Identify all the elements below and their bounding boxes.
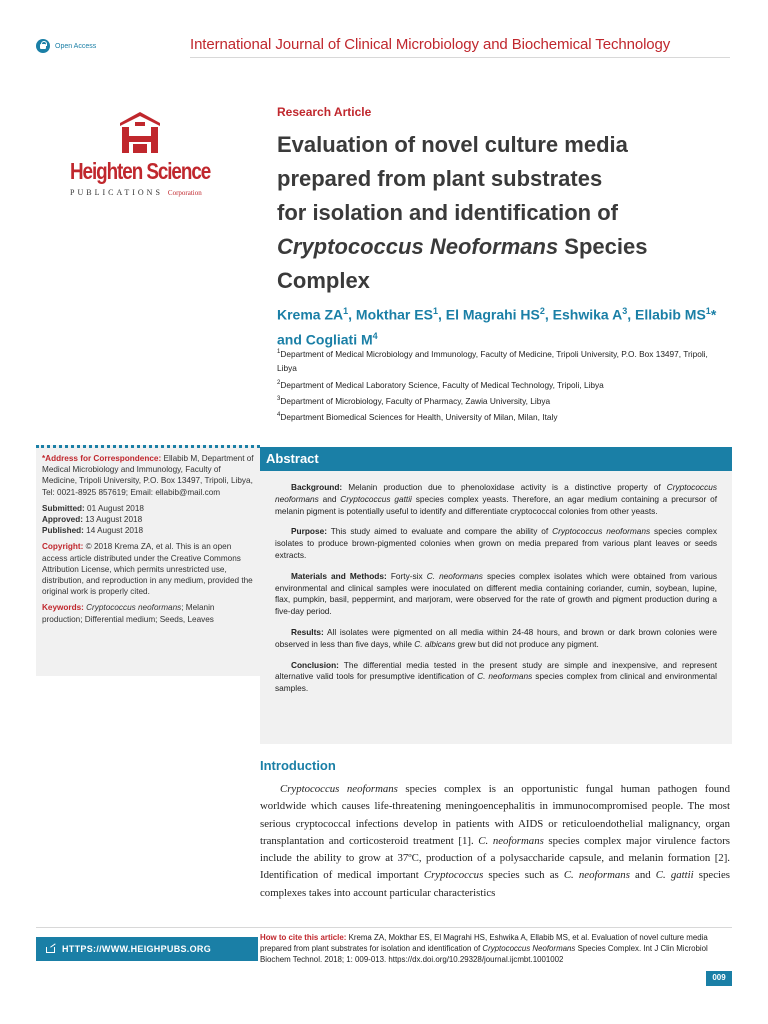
keywords-label: Keywords: — [42, 603, 84, 613]
intro-text-2: species complex major virulence factors include the ability to grow at 37ºC, production of a polysaccharide capsule, and melanin formation [2]. Identification of medical important — [260, 834, 731, 882]
article-type: Research Article — [277, 105, 372, 119]
journal-title: International Journal of Clinical Microbiology and Biochemical Technology — [190, 36, 671, 53]
author-6: * and Cogliati M — [277, 306, 717, 348]
affiliation-2 — [277, 376, 717, 392]
author-3-sup: 2 — [539, 306, 545, 316]
published-label: Published: — [42, 526, 84, 536]
keywords — [42, 602, 254, 624]
keywords-rest: ; Melanin production; Differential medium; Seeds, Leaves — [42, 603, 215, 624]
approved-label: Approved: — [42, 515, 83, 525]
author-1: Krema ZA — [277, 306, 344, 323]
affiliation-text: Department of Medical Laboratory Science, Faculty of Medical Technology, Tripoli, Libya — [280, 379, 604, 390]
author-3: , El Magrahi HS — [437, 306, 540, 323]
author-2-sup: 1 — [432, 306, 438, 316]
publisher-name: Heighten Science — [70, 158, 211, 184]
affiliation-text: Department of Microbiology, Faculty of Pharmacy, Zawia University, Libya — [280, 395, 551, 406]
introduction-heading: Introduction — [260, 758, 336, 773]
intro-text-5: species complexes takes into account particular characteristics — [260, 869, 730, 899]
affiliation-sup: 3 — [277, 395, 281, 402]
background-label: Background: — [291, 482, 343, 492]
citation-text-1: Krema ZA, Mokthar ES, El Magrahi HS, Eshwika A, Ellabib MS, et al. Evaluation of novel culture media prepared from plant substrates for isolation and identification of — [260, 933, 708, 954]
purpose-label: Purpose: — [291, 526, 327, 537]
title-line-3: for isolation and identification of — [277, 200, 618, 225]
results-text-1: All isolates were pigmented on all media within 24-48 hours, and brown or dark brown colonies were observed in less than five days, while — [275, 626, 717, 649]
abstract-conclusion — [275, 660, 717, 695]
page-number-underline — [706, 985, 732, 986]
affiliation-sup: 2 — [277, 379, 281, 386]
methods-text-2: species complex isolates which were obtained from various environmental and clinical samples were inoculated on different media containing coriander, cumin, soybean, lupine, flax, pumpkin, basil, peppermint, and marjoram, were observed for the rate of growth and pigment production during a five-day period. — [275, 570, 717, 617]
abstract-methods — [275, 571, 717, 618]
title-line-4 — [277, 230, 717, 264]
affiliation-4 — [277, 408, 717, 424]
header-divider — [190, 57, 730, 58]
correspondence-text: Ellabib M, Department of Medical Microbiology and Immunology, Faculty of Medicine, Tripoli University, P.O. Box 13497, Tripoli, Libya, Tel: 0021-8925 857619; Email: ellabib@mail.com — [42, 454, 254, 497]
author-2: , Mokthar ES — [348, 306, 433, 323]
external-link-icon — [46, 945, 56, 953]
correspondence — [42, 453, 254, 498]
methods-species: C. neoformans — [426, 570, 483, 581]
author-4: , Eshwika A — [544, 306, 623, 323]
results-text-2: grew but did not produce any pigment. — [455, 638, 599, 649]
background-species-1: Cryptococcus neoformans — [275, 482, 717, 504]
author-4-sup: 3 — [622, 306, 628, 316]
abstract-heading: Abstract — [260, 447, 732, 471]
affiliation-text: Department Biomedical Sciences for Health, University of Milan, Milan, Italy — [280, 411, 558, 422]
introduction-body — [260, 781, 730, 902]
abstract-purpose — [275, 526, 717, 561]
conclusion-species: C. neoformans — [477, 671, 533, 682]
intro-species-3: Cryptococcus — [423, 869, 484, 882]
page-number: 009 — [706, 971, 732, 985]
intro-text-4: and — [629, 869, 656, 882]
abstract-background — [275, 482, 717, 517]
methods-label: Materials and Methods: — [291, 570, 387, 581]
submitted-label: Submitted: — [42, 503, 85, 513]
copyright-text: © 2018 Krema ZA, et al. This is an open access article distributed under the Creative Commons Attribution License, which permits unrestricted use, distribution, and reproduction in any medium, provided the original work is properly cited. — [42, 542, 253, 597]
affiliation-sup: 4 — [277, 411, 281, 418]
publisher-corp-word: Corporation — [167, 189, 202, 197]
abstract-body — [260, 471, 732, 744]
submitted-date — [42, 503, 254, 514]
footer-divider — [36, 927, 732, 928]
publisher-pub-word: PUBLICATIONS — [70, 188, 163, 197]
submitted-value: 01 August 2018 — [84, 503, 144, 513]
citation-label: How to cite this article: — [260, 933, 347, 942]
affiliation-1 — [277, 345, 717, 376]
publisher-url-link[interactable] — [36, 937, 258, 961]
affiliation-3 — [277, 392, 717, 408]
affiliation-text: Department of Medical Microbiology and Immunology, Faculty of Medicine, Tripoli University, P.O. Box 13497, Tripoli, Libya — [277, 348, 708, 374]
results-label: Results: — [291, 626, 324, 637]
article-dates — [42, 503, 254, 537]
results-species: C. albicans — [414, 638, 456, 649]
intro-species-2: C. neoformans — [478, 834, 544, 847]
publisher-url-text: HTTPS://WWW.HEIGHPUBS.ORG — [62, 944, 211, 954]
conclusion-text-1: The differential media tested in the present study are simple and inexpensive, and represent alternative valid tools for presumptive identification of — [275, 659, 717, 682]
title-line-1: Evaluation of novel culture media — [277, 132, 628, 157]
intro-text-3: species such as — [483, 869, 564, 882]
title-line-5: Complex — [277, 268, 370, 293]
citation-species: Cryptococcus Neoformans — [482, 944, 576, 954]
approved-value: 13 August 2018 — [82, 515, 143, 525]
approved-date — [42, 514, 254, 525]
intro-species-5: C. gattii — [655, 869, 694, 882]
article-title — [277, 128, 717, 298]
keywords-species: Cryptococcus neoformans — [83, 603, 182, 613]
conclusion-label: Conclusion: — [291, 659, 339, 670]
methods-text-1: Forty-six — [386, 570, 427, 581]
publisher-subtitle — [70, 188, 220, 197]
copyright-label: Copyright: — [42, 542, 84, 552]
purpose-text-1: This study aimed to evaluate and compare the ability of — [326, 526, 553, 537]
author-5: , Ellabib MS — [627, 306, 706, 323]
article-info-sidebar — [36, 445, 260, 676]
open-access-badge — [36, 39, 96, 53]
publisher-logo — [70, 110, 220, 197]
background-text-2: and — [318, 493, 341, 504]
citation-block — [260, 932, 730, 966]
open-access-label: Open Access — [55, 42, 97, 50]
author-5-sup: 1 — [705, 306, 711, 316]
open-access-lock-icon — [36, 39, 50, 53]
copyright — [42, 541, 254, 597]
published-date — [42, 525, 254, 536]
background-text-1: Melanin production due to phenoloxidase activity is a distinctive property of — [342, 482, 667, 492]
intro-species-1: Cryptococcus neoformans — [280, 783, 398, 795]
author-1-sup: 1 — [343, 306, 349, 316]
intro-text-1: species complex is an opportunistic fungal human pathogen found worldwide which causes life-threatening meningoencephalitis in immunocompromised people. The most serious cryptococcal infections develop in patients with AIDS or reticuloendothelial malignancy, organ transplantation and corticosteroid treatment [1]. — [260, 783, 730, 847]
purpose-species: Cryptococcus neoformans — [552, 526, 651, 537]
author-list — [277, 301, 717, 350]
title-line-4-rest: Species — [558, 234, 648, 259]
abstract-results — [275, 627, 717, 651]
affiliation-sup: 1 — [277, 349, 281, 355]
publisher-logo-mark-icon — [118, 110, 162, 156]
author-6-sup: 4 — [372, 330, 378, 341]
affiliations — [277, 345, 717, 424]
intro-species-4: C. neoformans — [563, 869, 630, 882]
title-line-2: prepared from plant substrates — [277, 166, 603, 191]
correspondence-label: *Address for Correspondence: — [42, 454, 162, 463]
published-value: 14 August 2018 — [83, 526, 144, 536]
background-species-2: Cryptococcus gattii — [340, 493, 412, 504]
citation-text-2: Species Complex. Int J Clin Microbiol Biochem Technol. 2018; 1: 009-013. https://dx.doi.org/10.29328/journal.ijcmbt.1001002 — [260, 944, 708, 965]
conclusion-text-2: species complex from clinical and environmental samples. — [275, 671, 717, 694]
purpose-text-2: species complex isolates to produce brown-pigmented colonies when grown on media prepared from various plant leaves or seeds extracts. — [275, 526, 717, 560]
title-species: Cryptococcus Neoformans — [277, 234, 559, 259]
background-text-3: species complex yeasts. Therefore, an agar medium containing a precursor of melanin pigment is potentially useful to identify and differentiate cryptococcal colonies from other yeasts. — [275, 493, 717, 516]
